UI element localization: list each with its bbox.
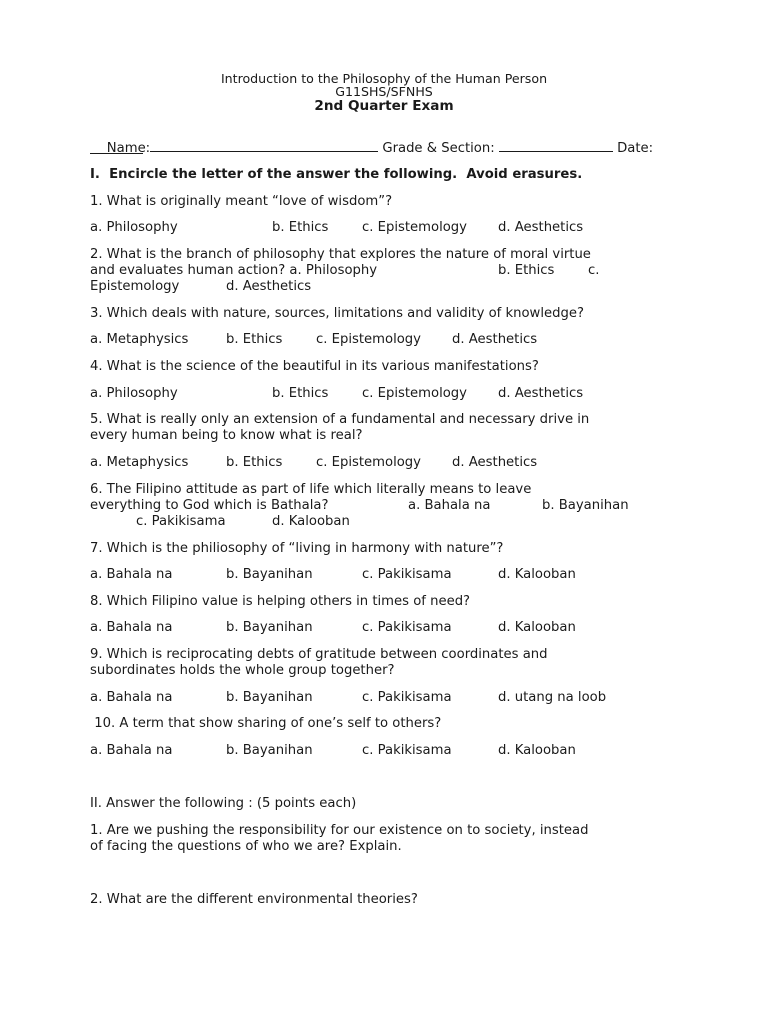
option-a[interactable]: a. Bahala na xyxy=(408,498,491,513)
option-b[interactable]: b. Ethics xyxy=(226,455,283,470)
option-c[interactable]: c. Epistemology xyxy=(316,455,421,470)
option-b[interactable]: b. Ethics xyxy=(272,386,329,401)
option-c[interactable]: c. Epistemology xyxy=(316,332,421,347)
question-5-line2: every human being to know what is real? xyxy=(90,428,363,443)
option-b[interactable]: b. Ethics xyxy=(272,220,329,235)
option-c[interactable]: c. Pakikisama xyxy=(362,690,452,705)
student-info-line xyxy=(90,124,653,171)
question-2: 2. What is the branch of philosophy that explores the nature of moral virtue xyxy=(90,247,591,262)
option-a[interactable]: a. Bahala na xyxy=(90,690,173,705)
part2-instruction: II. Answer the following : (5 points each) xyxy=(90,796,357,811)
option-c[interactable]: c. Epistemology xyxy=(362,220,467,235)
option-d[interactable]: d. Kalooban xyxy=(498,743,576,758)
question-9: 9. Which is reciprocating debts of gratitude between coordinates and xyxy=(90,647,548,662)
question-4: 4. What is the science of the beautiful in its various manifestations? xyxy=(90,359,539,374)
question-9-line2: subordinates holds the whole group together? xyxy=(90,663,395,678)
option-d[interactable]: d. Aesthetics xyxy=(498,386,584,401)
grade-blank[interactable] xyxy=(499,139,613,152)
part1-instruction: I. Encircle the letter of the answer the following. Avoid erasures. xyxy=(90,167,583,182)
question-3: 3. Which deals with nature, sources, limitations and validity of knowledge? xyxy=(90,306,584,321)
essay-question-1-line2: of facing the questions of who we are? Explain. xyxy=(90,839,402,854)
option-c[interactable]: c. Epistemology xyxy=(362,386,467,401)
essay-question-2: 2. What are the different environmental theories? xyxy=(90,892,418,907)
option-a[interactable]: a. Bahala na xyxy=(90,743,173,758)
essay-question-1: 1. Are we pushing the responsibility for our existence on to society, instead xyxy=(90,823,589,838)
option-a[interactable]: a. Philosophy xyxy=(90,386,178,401)
question-6: 6. The Filipino attitude as part of life which literally means to leave xyxy=(90,482,532,497)
option-a[interactable]: a. Metaphysics xyxy=(90,332,189,347)
option-a[interactable]: a. Metaphysics xyxy=(90,455,189,470)
option-c-letter[interactable]: c. xyxy=(588,263,600,278)
option-c-text[interactable]: Epistemology xyxy=(90,279,180,294)
name-label: Name: xyxy=(106,141,151,156)
option-b[interactable]: b. Bayanihan xyxy=(226,620,313,635)
option-c[interactable]: c. Pakikisama xyxy=(362,743,452,758)
option-b[interactable]: b. Ethics xyxy=(226,332,283,347)
question-7: 7. Which is the philiosophy of “living in harmony with nature”? xyxy=(90,541,504,556)
question-6-line2: everything to God which is Bathala? xyxy=(90,498,329,513)
option-a[interactable]: a. Bahala na xyxy=(90,620,173,635)
option-b[interactable]: b. Ethics xyxy=(498,263,555,278)
option-b[interactable]: b. Bayanihan xyxy=(226,743,313,758)
option-d[interactable]: d. Kalooban xyxy=(498,567,576,582)
question-1: 1. What is originally meant “love of wisdom”? xyxy=(90,194,393,209)
date-line xyxy=(90,141,143,158)
option-d[interactable]: d. utang na loob xyxy=(498,690,607,705)
option-b[interactable]: b. Bayanihan xyxy=(226,690,313,705)
option-d[interactable]: d. Aesthetics xyxy=(452,332,538,347)
date-blank[interactable] xyxy=(90,141,143,154)
option-d[interactable]: d. Kalooban xyxy=(498,620,576,635)
option-b[interactable]: b. Bayanihan xyxy=(226,567,313,582)
option-c[interactable]: c. Pakikisama xyxy=(362,620,452,635)
course-title: Introduction to the Philosophy of the Human Person xyxy=(220,71,548,86)
option-a[interactable]: a. Philosophy xyxy=(90,220,178,235)
option-a[interactable]: a. Bahala na xyxy=(90,567,173,582)
option-b[interactable]: b. Bayanihan xyxy=(542,498,629,513)
exam-title: 2nd Quarter Exam xyxy=(314,98,454,114)
option-d[interactable]: d. Aesthetics xyxy=(452,455,538,470)
option-d[interactable]: d. Aesthetics xyxy=(498,220,584,235)
school-code: G11SHS/SFNHS xyxy=(335,84,433,99)
date-label: Date: xyxy=(617,141,654,156)
option-d[interactable]: d. Kalooban xyxy=(272,514,350,529)
option-c[interactable]: c. Pakikisama xyxy=(362,567,452,582)
question-10: 10. A term that show sharing of one’s self to others? xyxy=(90,716,442,731)
question-8: 8. Which Filipino value is helping others in times of need? xyxy=(90,594,471,609)
grade-label: Grade & Section: xyxy=(382,141,495,156)
option-c[interactable]: c. Pakikisama xyxy=(136,514,226,529)
name-blank[interactable] xyxy=(150,139,378,152)
option-d[interactable]: d. Aesthetics xyxy=(226,279,312,294)
question-2-line2[interactable]: and evaluates human action? a. Philosophy xyxy=(90,263,378,278)
question-5: 5. What is really only an extension of a fundamental and necessary drive in xyxy=(90,412,590,427)
